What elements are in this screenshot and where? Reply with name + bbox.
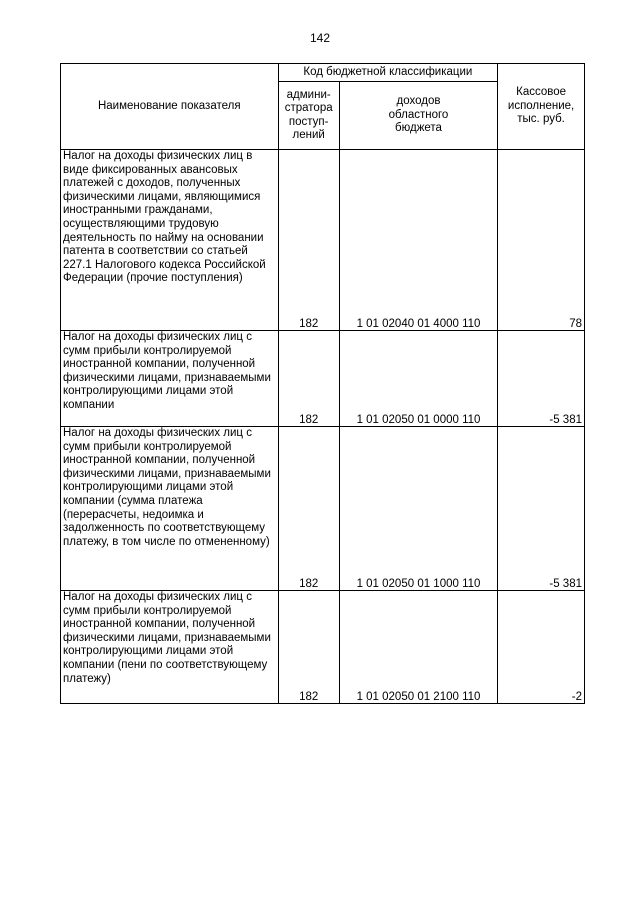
row-amount: -5 381 <box>498 427 585 591</box>
table-row <box>61 427 585 591</box>
table-row <box>61 331 585 427</box>
row-name: Налог на доходы физических лиц в виде фиксированных авансовых платежей с доходов, полученных физическими лицами, являющимися иностранными гражданами, осуществляющими трудовую деятельность по найму на основании патента в соответствии со статьей 227.1 Налогового кодекса Российской Федерации (прочие поступления) <box>61 150 279 331</box>
row-revenue-code: 1 01 02050 01 0000 110 <box>339 331 497 427</box>
header-admin: админи- стратора поступ- лений <box>278 82 339 150</box>
row-revenue-code: 1 01 02040 01 4000 110 <box>339 150 497 331</box>
table-row <box>61 150 585 331</box>
row-revenue-code: 1 01 02050 01 1000 110 <box>339 427 497 591</box>
table-row <box>61 591 585 704</box>
row-amount: -5 381 <box>498 331 585 427</box>
header-revenue: доходов областного бюджета <box>339 82 497 150</box>
row-admin-code: 182 <box>278 331 339 427</box>
page-number: 142 <box>309 31 331 45</box>
row-name: Налог на доходы физических лиц с сумм прибыли контролируемой иностранной компании, полученной физическими лицами, признаваемыми контролирующими лицами этой компании (сумма платежа (перерасчеты, недоимка и задолженность по соответствующему платежу, в том числе по отмененному) <box>61 427 279 591</box>
budget-table <box>60 63 585 704</box>
row-admin-code: 182 <box>278 150 339 331</box>
row-admin-code: 182 <box>278 591 339 704</box>
header-name: Наименование показателя <box>61 64 279 150</box>
row-name: Налог на доходы физических лиц с сумм прибыли контролируемой иностранной компании, полученной физическими лицами, признаваемыми контролирующими лицами этой компании <box>61 331 279 427</box>
row-name: Налог на доходы физических лиц с сумм прибыли контролируемой иностранной компании, полученной физическими лицами, признаваемыми контролирующими лицами этой компании (пени по соответствующему платежу) <box>61 591 279 704</box>
row-revenue-code: 1 01 02050 01 2100 110 <box>339 591 497 704</box>
row-amount: -2 <box>498 591 585 704</box>
row-amount: 78 <box>498 150 585 331</box>
row-admin-code: 182 <box>278 427 339 591</box>
header-kbk-group: Код бюджетной классификации <box>278 64 498 82</box>
header-amount: Кассовое исполнение, тыс. руб. <box>498 64 585 150</box>
